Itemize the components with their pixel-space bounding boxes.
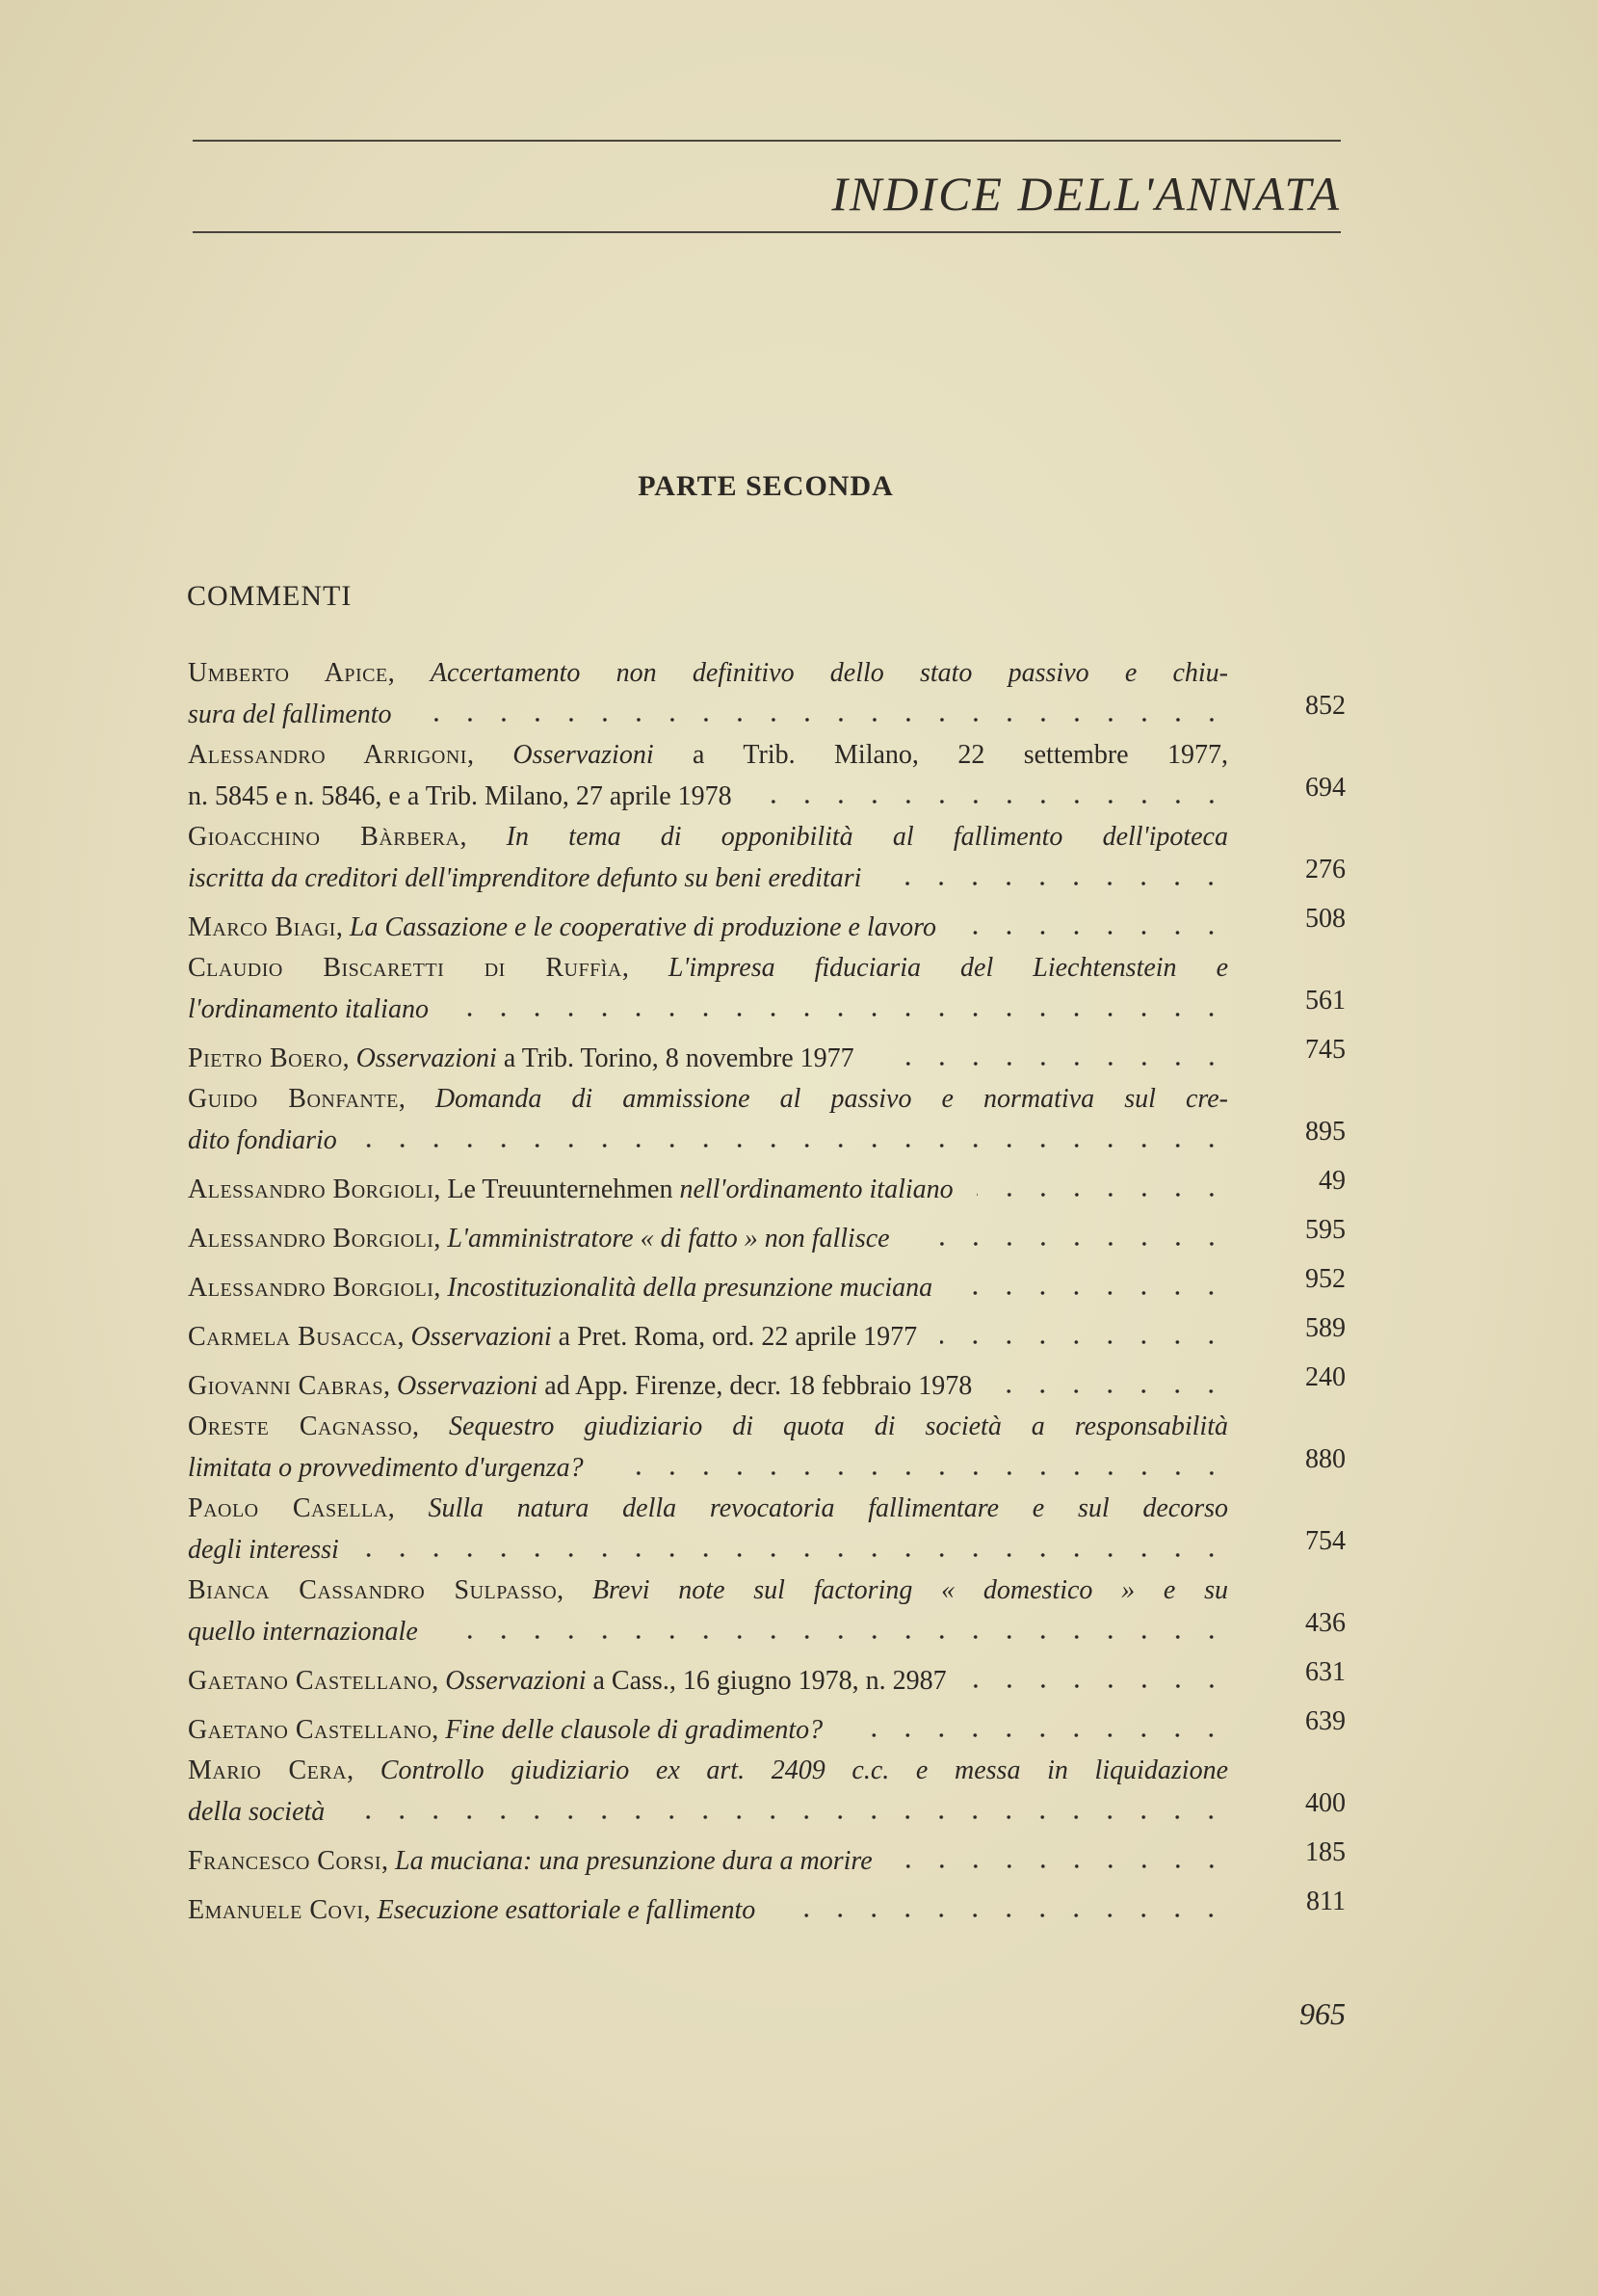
dot-leader — [778, 1886, 1228, 1918]
entry-line-text — [188, 1796, 325, 1829]
dot-leader — [846, 1705, 1228, 1738]
entry-line-text — [188, 993, 429, 1026]
entry-title-italic: quello internazionale — [188, 1617, 418, 1647]
entry-author: Gaetano Castellano — [188, 1666, 432, 1696]
entry-line-text — [188, 1616, 418, 1649]
entry-title-italic: Controllo giudiziario ex art. 2409 c.c. e messa in liquidazione — [380, 1755, 1228, 1785]
index-entry — [188, 1361, 1346, 1401]
entry-line-text — [188, 1084, 1228, 1114]
entry-line — [188, 1492, 1228, 1525]
entry-page-number: 639 — [1305, 1706, 1346, 1736]
entry-page-number: 880 — [1305, 1444, 1346, 1474]
index-entry — [188, 821, 1346, 893]
entry-line — [188, 1263, 1228, 1303]
dot-leader — [970, 1656, 1228, 1689]
dot-leader — [607, 1443, 1228, 1476]
dot-leader — [755, 772, 1228, 805]
entry-line — [188, 1214, 1228, 1254]
entry-title-roman: Le Treuunternehmen — [447, 1174, 680, 1204]
header-bottom-rule — [193, 231, 1341, 233]
entry-title-italic: nell'ordinamento italiano — [679, 1174, 954, 1204]
entry-page-number: 595 — [1305, 1215, 1346, 1245]
entry-line — [188, 1607, 1228, 1647]
entry-author: Alessandro Borgioli — [188, 1273, 434, 1303]
dot-leader — [360, 1116, 1228, 1148]
entry-title-italic: L'amministratore « di fatto » non fallisce — [447, 1224, 890, 1254]
author-separator: , — [387, 658, 431, 688]
dot-leader — [415, 690, 1228, 723]
entry-line-text — [188, 911, 936, 944]
entry-author: Marco Biagi — [188, 912, 336, 942]
entry-title-italic: Fine delle clausole di gradimento? — [445, 1715, 824, 1745]
entry-line-text — [188, 822, 1228, 852]
entry-page-number: 631 — [1305, 1657, 1346, 1687]
entry-author: Guido Bonfante — [188, 1084, 399, 1114]
entry-line — [188, 1574, 1228, 1607]
entry-line-text — [188, 1575, 1228, 1605]
entry-title-italic: Sequestro giudiziario di quota di società a responsabilità — [448, 1412, 1228, 1441]
entry-title-italic: l'ordinamento italiano — [188, 994, 429, 1024]
entry-line-text — [188, 1755, 1228, 1785]
entry-title-roman: a Trib. Milano, 22 settembre 1977, — [653, 740, 1228, 770]
dot-leader — [896, 1836, 1228, 1869]
entry-line-text — [188, 953, 1228, 983]
entry-line — [188, 854, 1228, 893]
author-separator: , — [398, 1084, 435, 1114]
entry-page-number: 754 — [1305, 1526, 1346, 1556]
entry-title-italic: In tema di opponibilità al fallimento dell'ipoteca — [506, 822, 1228, 852]
entry-author: Francesco Corsi — [188, 1846, 382, 1876]
dot-leader — [913, 1214, 1228, 1247]
entry-title-italic: Sulla natura della revocatoria fallimentare e sul decorso — [428, 1493, 1228, 1523]
entry-line-text — [188, 1370, 972, 1403]
entry-author: Emanuele Covi — [188, 1895, 364, 1925]
entry-line — [188, 1116, 1228, 1155]
entry-page-number: 589 — [1305, 1313, 1346, 1343]
entry-line — [188, 1443, 1228, 1483]
entry-title-roman: n. 5845 e n. 5846, e a Trib. Milano, 27 aprile 1978 — [188, 781, 732, 811]
index-entry — [188, 1574, 1346, 1647]
index-entry — [188, 1836, 1346, 1876]
entry-line-text — [188, 1894, 755, 1927]
author-separator: , — [397, 1322, 411, 1352]
entry-title-roman: a Cass., 16 giugno 1978, n. 2987 — [586, 1666, 947, 1696]
entry-line — [188, 821, 1228, 854]
entry-line-text — [188, 1223, 890, 1255]
entry-title-italic: della società — [188, 1797, 326, 1827]
author-separator: , — [466, 740, 513, 770]
index-entry — [188, 1165, 1346, 1204]
dot-leader — [940, 1312, 1228, 1345]
author-separator: , — [432, 1666, 446, 1696]
index-entry — [188, 1411, 1346, 1483]
entry-author: Umberto Apice — [188, 658, 388, 688]
entry-line — [188, 1083, 1228, 1116]
part-title: PARTE SECONDA — [638, 470, 894, 502]
entry-title-italic: Esecuzione esattoriale e fallimento — [377, 1895, 756, 1925]
entry-author: Carmela Busacca — [188, 1322, 398, 1352]
entry-line-text — [188, 1845, 873, 1878]
entry-title-italic: limitata o provvedimento d'urgenza? — [188, 1453, 584, 1483]
entry-line — [188, 1705, 1228, 1745]
index-entry — [188, 1263, 1346, 1303]
entry-title-roman: ad App. Firenze, decr. 18 febbraio 1978 — [537, 1371, 973, 1401]
dot-leader — [884, 854, 1228, 886]
entry-page-number: 49 — [1319, 1166, 1346, 1196]
author-separator: , — [387, 1493, 429, 1523]
entry-page-number: 952 — [1305, 1264, 1346, 1294]
entry-page-number: 694 — [1305, 773, 1346, 803]
entry-author: Paolo Casella — [188, 1493, 388, 1523]
dot-leader — [452, 985, 1228, 1017]
entry-line — [188, 657, 1228, 690]
dot-leader — [959, 903, 1228, 936]
index-entry — [188, 1214, 1346, 1254]
entry-line-text — [188, 780, 732, 813]
header-top-rule — [193, 140, 1341, 142]
entry-author: Alessandro Borgioli — [188, 1174, 434, 1204]
entry-line-text — [188, 1042, 854, 1075]
entry-line — [188, 952, 1228, 985]
entry-line — [188, 1525, 1228, 1565]
entry-author: Alessandro Borgioli — [188, 1224, 434, 1254]
index-entry — [188, 952, 1346, 1024]
entry-line — [188, 739, 1228, 772]
entry-title-italic: Osservazioni — [355, 1043, 497, 1073]
entry-title-italic: La muciana: una presunzione dura a morire — [395, 1846, 873, 1876]
entry-page-number: 276 — [1305, 855, 1346, 884]
index-entry — [188, 1886, 1346, 1925]
entry-title-italic: Osservazioni — [397, 1371, 538, 1401]
author-separator: , — [335, 912, 350, 942]
running-head: INDICE DELL'ANNATA — [831, 167, 1341, 221]
entry-line — [188, 1312, 1228, 1352]
entry-author: Bianca Cassandro Sulpasso — [188, 1575, 558, 1605]
entry-title-italic: sura del fallimento — [188, 699, 392, 729]
entry-line-text — [188, 1272, 932, 1305]
entry-line — [188, 1411, 1228, 1443]
entry-line-text — [188, 699, 392, 731]
entry-line — [188, 903, 1228, 942]
entry-author: Giovanni Cabras — [188, 1371, 384, 1401]
entry-line-text — [188, 1321, 917, 1354]
entry-line — [188, 1656, 1228, 1696]
index-entry — [188, 1492, 1346, 1565]
index-entry — [188, 1312, 1346, 1352]
entry-page-number: 508 — [1305, 904, 1346, 934]
entry-title-italic: L'impresa fiduciaria del Liechtenstein e — [668, 953, 1228, 983]
entry-line — [188, 1787, 1228, 1827]
entry-title-italic: Domanda di ammissione al passivo e normativa sul cre- — [434, 1084, 1228, 1114]
entry-line — [188, 690, 1228, 729]
entry-line-text — [188, 1714, 823, 1747]
dot-leader — [362, 1525, 1228, 1558]
entry-page-number: 561 — [1305, 986, 1346, 1016]
entry-author: Pietro Boero — [188, 1043, 343, 1073]
entry-line — [188, 1755, 1228, 1787]
index-entry — [188, 657, 1346, 729]
entry-page-number: 240 — [1305, 1362, 1346, 1392]
author-separator: , — [433, 1174, 448, 1204]
entry-line — [188, 772, 1228, 811]
entry-line — [188, 1836, 1228, 1876]
entry-title-italic: Osservazioni — [410, 1322, 552, 1352]
entry-line — [188, 985, 1228, 1024]
entry-title-italic: degli interessi — [188, 1535, 339, 1565]
entry-page-number: 852 — [1305, 691, 1346, 721]
index-entries — [188, 657, 1346, 1935]
entry-author: Oreste Cagnasso — [188, 1412, 412, 1441]
index-entry — [188, 739, 1346, 811]
author-separator: , — [433, 1273, 448, 1303]
section-title: COMMENTI — [187, 580, 353, 612]
dot-leader — [995, 1361, 1228, 1394]
author-separator: , — [342, 1043, 356, 1073]
entry-title-italic: Osservazioni — [512, 740, 654, 770]
author-separator: , — [557, 1575, 592, 1605]
entry-title-roman: a Trib. Torino, 8 novembre 1977 — [496, 1043, 854, 1073]
entry-author: Gaetano Castellano — [188, 1715, 432, 1745]
entry-line — [188, 1165, 1228, 1204]
entry-page-number: 400 — [1305, 1788, 1346, 1818]
entry-author: Gioacchino Bàrbera — [188, 822, 460, 852]
entry-title-italic: Accertamento non definitivo dello stato passivo e chiu- — [430, 658, 1228, 688]
index-entry — [188, 1083, 1346, 1155]
page-number: 965 — [1299, 1996, 1346, 2031]
entry-line-text — [188, 1124, 337, 1157]
entry-line-text — [188, 1534, 339, 1567]
entry-line-text — [188, 1493, 1228, 1523]
dot-leader — [348, 1787, 1228, 1820]
index-entry — [188, 1705, 1346, 1745]
entry-line-text — [188, 658, 1228, 688]
author-separator: , — [383, 1371, 398, 1401]
author-separator: , — [459, 822, 507, 852]
entry-author: Mario Cera — [188, 1755, 348, 1785]
entry-title-italic: La Cassazione e le cooperative di produzione e lavoro — [349, 912, 937, 942]
index-entry — [188, 903, 1346, 942]
author-separator: , — [432, 1715, 446, 1745]
entry-title-italic: dito fondiario — [188, 1125, 337, 1155]
entry-line — [188, 1361, 1228, 1401]
entry-title-italic: Osservazioni — [445, 1666, 587, 1696]
entry-line-text — [188, 1452, 584, 1485]
dot-leader — [977, 1165, 1228, 1198]
entry-title-italic: Brevi note sul factoring « domestico » e su — [591, 1575, 1228, 1605]
author-separator: , — [381, 1846, 396, 1876]
author-separator: , — [621, 953, 668, 983]
index-entry — [188, 1034, 1346, 1073]
author-separator: , — [347, 1755, 380, 1785]
author-separator: , — [411, 1412, 449, 1441]
entry-line-text — [188, 1665, 947, 1698]
entry-page-number: 895 — [1305, 1117, 1346, 1147]
entry-author: Alessandro Arrigoni — [188, 740, 467, 770]
entry-page-number: 745 — [1305, 1035, 1346, 1065]
dot-leader — [956, 1263, 1228, 1296]
entry-line-text — [188, 1174, 954, 1206]
entry-page-number: 436 — [1305, 1608, 1346, 1638]
author-separator: , — [433, 1224, 448, 1254]
entry-title-roman: a Pret. Roma, ord. 22 aprile 1977 — [551, 1322, 918, 1352]
entry-title-italic: Incostituzionalità della presunzione muciana — [447, 1273, 933, 1303]
entry-title-italic: iscritta da creditori dell'imprenditore defunto su beni ereditari — [188, 863, 862, 893]
author-separator: , — [363, 1895, 378, 1925]
entry-line — [188, 1886, 1228, 1925]
dot-leader — [441, 1607, 1228, 1640]
entry-line-text — [188, 862, 861, 895]
index-entry — [188, 1656, 1346, 1696]
index-entry — [188, 1755, 1346, 1827]
entry-line — [188, 1034, 1228, 1073]
entry-line-text — [188, 740, 1228, 770]
entry-page-number: 185 — [1305, 1837, 1346, 1867]
entry-line-text — [188, 1412, 1228, 1441]
dot-leader — [878, 1034, 1228, 1067]
entry-author: Claudio Biscaretti di Ruffìa — [188, 953, 622, 983]
entry-page-number: 811 — [1306, 1887, 1346, 1916]
